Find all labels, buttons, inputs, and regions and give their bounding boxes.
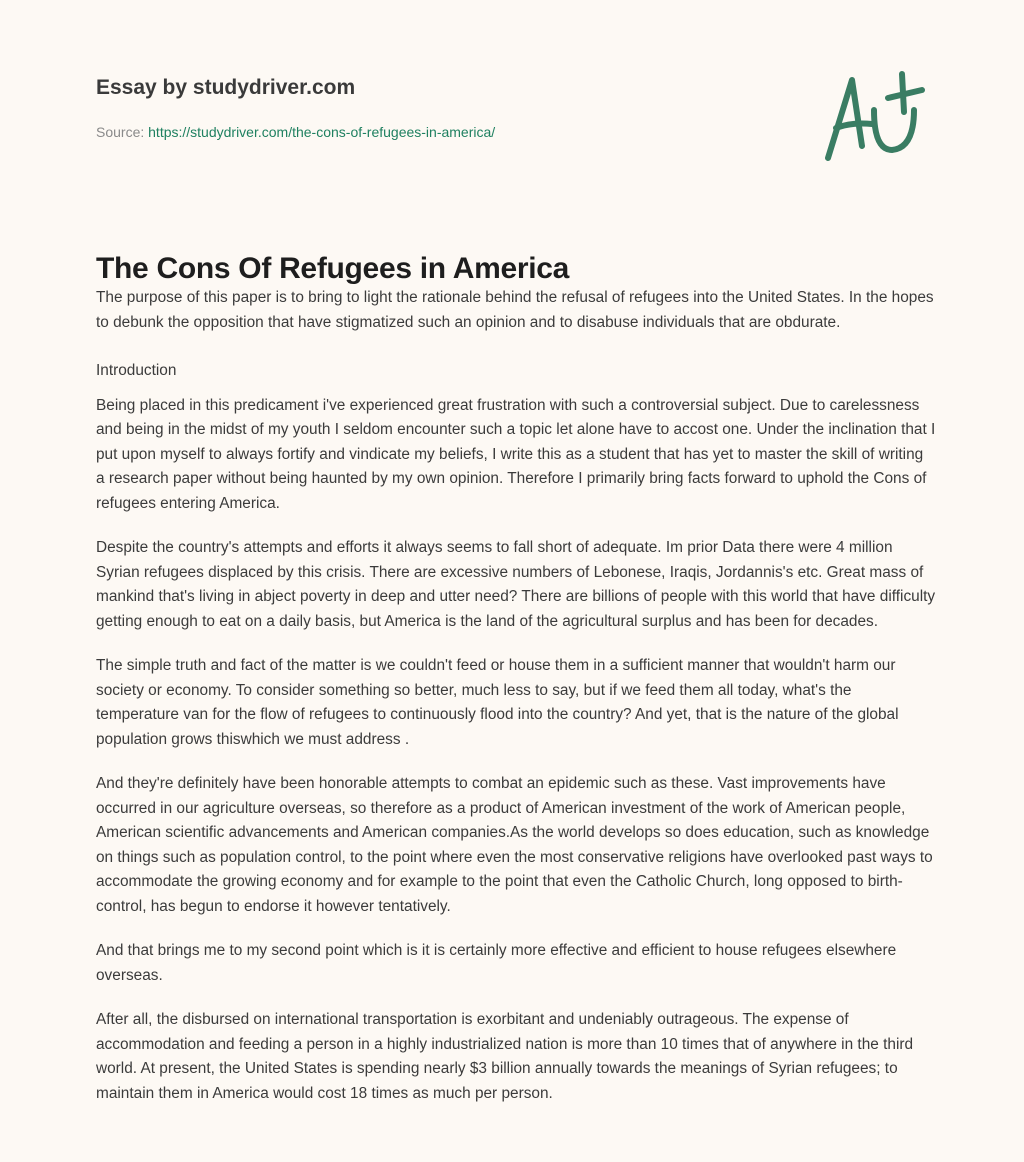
site-name: Essay by studydriver.com [96,76,356,99]
section-heading-introduction: Introduction [96,362,177,379]
source-link[interactable]: https://studydriver.com/the-cons-of-refugees-in-america/ [148,124,496,140]
paragraph: And that brings me to my second point which is it is certainly more effective and efficient to house refugees elsewhere overseas. [96,942,897,984]
paragraph: After all, the disbursed on international transportation is exorbitant and undeniably outrageous. The expense of accommodation and feeding a person in a highly industrialized nation is more than 10 times that of anywhere in the third world. At present, the United States is spending nearly $3 billion annually towards the meanings of Syrian refugees; to maintain them in America would cost 18 times as much per person. [96,1011,914,1102]
paragraph: Despite the country's attempts and efforts it always seems to fall short of adequate. Im prior Data there were 4 million Syrian refugees displaced by this crisis. There are excessive numbers of Lebonese, Iraqis, Jordannis's etc. Great mass of mankind that's living in abject poverty in deep and utter need? There are billions of people with this world that have difficulty getting enough to eat on a daily basis, but America is the land of the agricultural surplus and has been for decades. [96,539,936,630]
essay-body [96,286,936,1126]
paragraph: And they're definitely have been honorable attempts to combat an epidemic such as these. Vast improvements have occurred in our agriculture overseas, so therefore as a product of American investment of the work of American people, American scientific advancements and American companies.As the world develops so does education, such as knowledge on things such as population control, to the point where even the most conservative religions have overlooked past ways to accommodate the growing economy and for example to the point that even the Catholic Church, long opposed to birth-control, has begun to endorse it however tentatively. [96,775,933,915]
source-line [96,124,495,140]
paragraph: The purpose of this paper is to bring to light the rationale behind the refusal of refugees into the United States. In the hopes to debunk the opposition that have stigmatized such an opinion and to disabuse individuals that are obdurate. [96,289,934,331]
paragraph: Being placed in this predicament i've experienced great frustration with such a controversial subject. Due to carelessness and being in the midst of my youth I seldom encounter such a topic let alone have to accost one. Under the inclination that I put upon myself to always fortify and vindicate my beliefs, I write this as a student that has yet to master the skill of writing a research paper without being haunted by my own opinion. Therefore I primarily bring facts forward to uphold the Cons of refugees entering America. [96,396,936,512]
page-title: The Cons Of Refugees in America [96,252,570,285]
paragraph: The simple truth and fact of the matter is we couldn't feed or house them in a sufficient manner that wouldn't harm our society or economy. To consider something so better, much less to say, but if we feed them all today, what's the temperature van for the flow of refugees to continuously flood into the country? And yet, that is the nature of the global population grows thiswhich we must address . [96,657,899,748]
a-plus-logo-icon [822,68,932,168]
essay-header [96,76,495,140]
source-label: Source: [96,124,145,140]
